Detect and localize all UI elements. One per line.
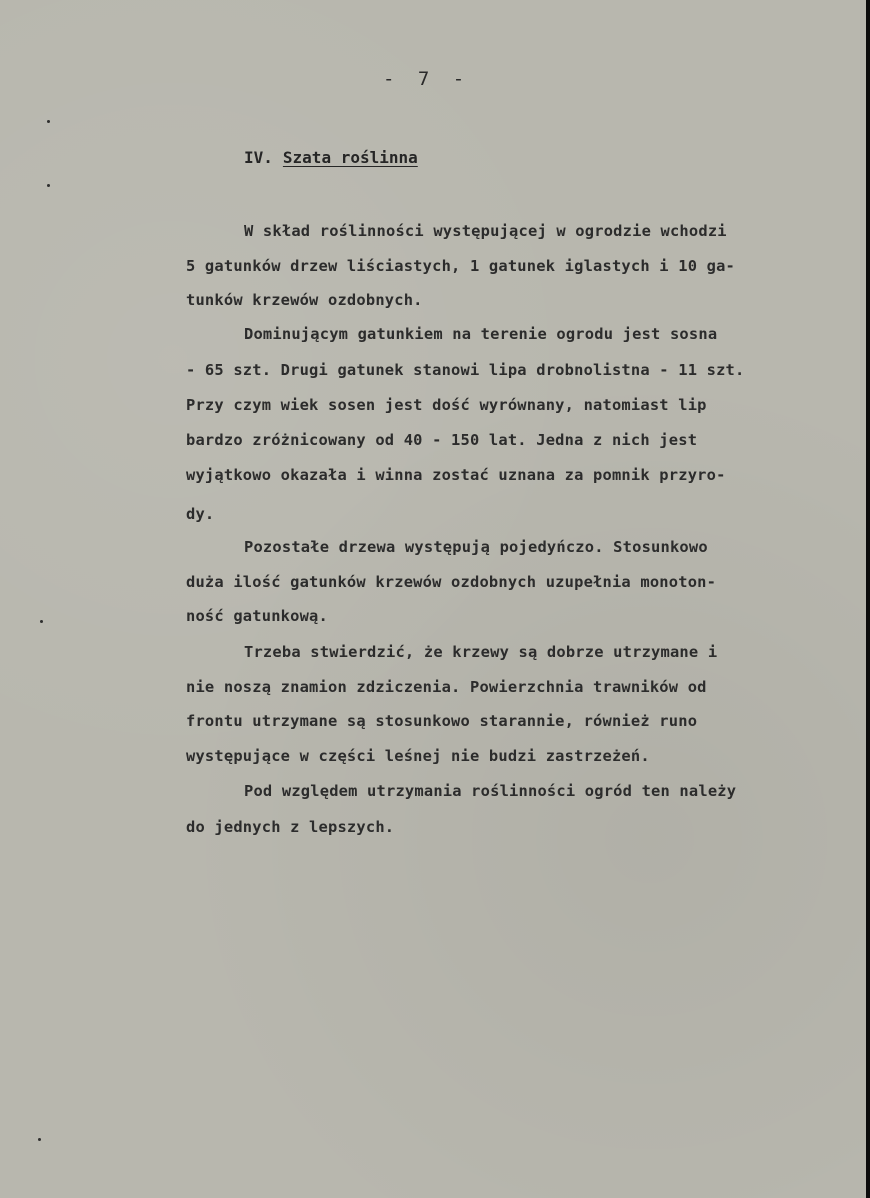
page-number: - 7 - bbox=[383, 68, 471, 90]
body-line: bardzo zróżnicowany od 40 - 150 lat. Jedna z nich jest bbox=[186, 431, 698, 449]
section-title: Szata roślinna bbox=[282, 148, 418, 167]
body-line: Przy czym wiek sosen jest dość wyrównany, natomiast lip bbox=[186, 396, 707, 414]
punch-mark bbox=[47, 120, 50, 123]
body-line: Pod względem utrzymania roślinności ogród ten należy bbox=[244, 782, 737, 800]
section-numeral: IV. bbox=[244, 148, 273, 167]
body-line: ność gatunkową. bbox=[186, 607, 328, 625]
body-line: tunków krzewów ozdobnych. bbox=[186, 291, 423, 309]
body-line: do jednych z lepszych. bbox=[186, 818, 395, 836]
body-line: - 65 szt. Drugi gatunek stanowi lipa drobnolistna - 11 szt. bbox=[186, 361, 745, 379]
body-line: Trzeba stwierdzić, że krzewy są dobrze utrzymane i bbox=[244, 643, 718, 661]
body-line: dy. bbox=[186, 505, 215, 523]
body-line: frontu utrzymane są stosunkowo starannie, również runo bbox=[186, 712, 698, 730]
body-line: Pozostałe drzewa występują pojedyńczo. Stosunkowo bbox=[244, 538, 708, 556]
body-line: 5 gatunków drzew liściastych, 1 gatunek iglastych i 10 ga- bbox=[186, 257, 736, 275]
body-line: nie noszą znamion zdziczenia. Powierzchnia trawników od bbox=[186, 678, 707, 696]
punch-mark bbox=[40, 620, 43, 623]
body-line: występujące w części leśnej nie budzi zastrzeżeń. bbox=[186, 747, 650, 765]
scan-edge bbox=[866, 0, 870, 1198]
body-line: Dominującym gatunkiem na terenie ogrodu jest sosna bbox=[244, 325, 718, 343]
punch-mark bbox=[38, 1138, 41, 1141]
body-line: duża ilość gatunków krzewów ozdobnych uzupełnia monoton- bbox=[186, 573, 717, 591]
body-line: W skład roślinności występującej w ogrodzie wchodzi bbox=[244, 222, 727, 240]
body-line: wyjątkowo okazała i winna zostać uznana za pomnik przyro- bbox=[186, 466, 726, 484]
section-heading bbox=[244, 148, 418, 167]
punch-mark bbox=[47, 184, 50, 187]
